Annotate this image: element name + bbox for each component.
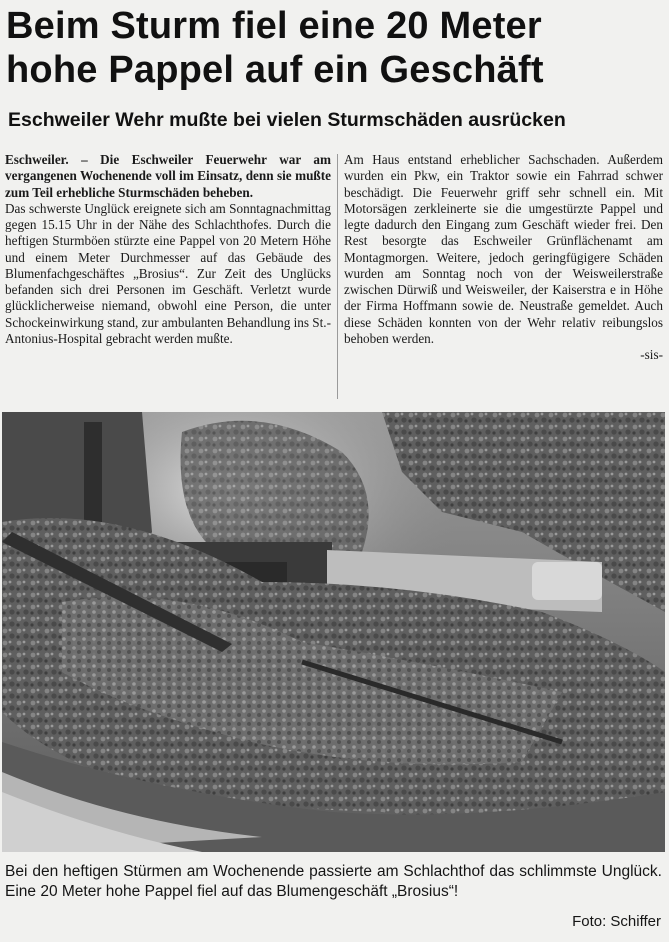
column-divider xyxy=(337,154,338,399)
article-body-column-2: Am Haus entstand erheblicher Sachschaden. Außerdem wurden ein Pkw, ein Traktor sowie ein Fahrrad schwer beschädigt. Die Feuerwehr griff sehr schnell ein. Mit Motorsägen zerkleinerte sie die umgestürzte Pappel und legte dadurch den Eingang zum Geschäft wieder frei. Den Rest besorgte das Eschweiler Grünflächenamt am Montagmorgen. Weitere, jedoch geringfügigere Schäden wurden am Sonntag noch von der Weisweilerstraße zwischen Dürwiß und Weisweiler, der Kaiserstra e in Höhe der Firma Hoffmann sowie de. Neustraße gemeldet. Auch diese Schäden konnten von der Wehr relativ reibungslos behoben werden. xyxy=(344,152,663,346)
author-signature: -sis- xyxy=(640,347,663,362)
headline xyxy=(6,4,666,92)
photo-credit: Foto: Schiffer xyxy=(572,913,661,930)
headline-line-1: Beim Sturm fiel eine 20 Meter xyxy=(6,5,542,47)
article-column-1 xyxy=(5,152,331,347)
news-photo xyxy=(2,412,665,852)
headline-line-2: hohe Pappel auf ein Geschäft xyxy=(6,49,544,91)
article-column-2 xyxy=(344,152,663,363)
subheadline: Eschweiler Wehr mußte bei vielen Sturmschäden ausrücken xyxy=(8,109,566,131)
article-lead: Eschweiler. – Die Eschweiler Feuerwehr war am vergangenen Wochenende voll im Einsatz, denn sie mußte zum Teil erhebliche Sturmschäden beheben. xyxy=(5,152,331,200)
photo-caption: Bei den heftigen Stürmen am Wochenende passierte am Schlachthof das schlimmste Unglück. Eine 20 Meter hohe Pappel fiel auf das Blumengeschäft „Brosius“! xyxy=(5,863,662,900)
fallen-poplar-photo xyxy=(2,412,665,852)
article-body-column-1: Das schwerste Unglück ereignete sich am Sonntagnachmittag gegen 15.15 Uhr in der Nähe des Schlachthofes. Durch die heftigen Sturmböen stürzte eine Pappel von 20 Metern Höhe und einem Meter Durchmesser auf das Gebäude des Blumenfachgeschäftes „Brosius“. Zur Zeit des Unglücks befanden sich drei Personen im Geschäft. Verletzt wurde glücklicherweise niemand, obwohl eine Person, die unter Schockeinwirkung stand, zur ambulanten Behandlung ins St.-Antonius-Hospital gebracht werden mußte. xyxy=(5,200,331,346)
